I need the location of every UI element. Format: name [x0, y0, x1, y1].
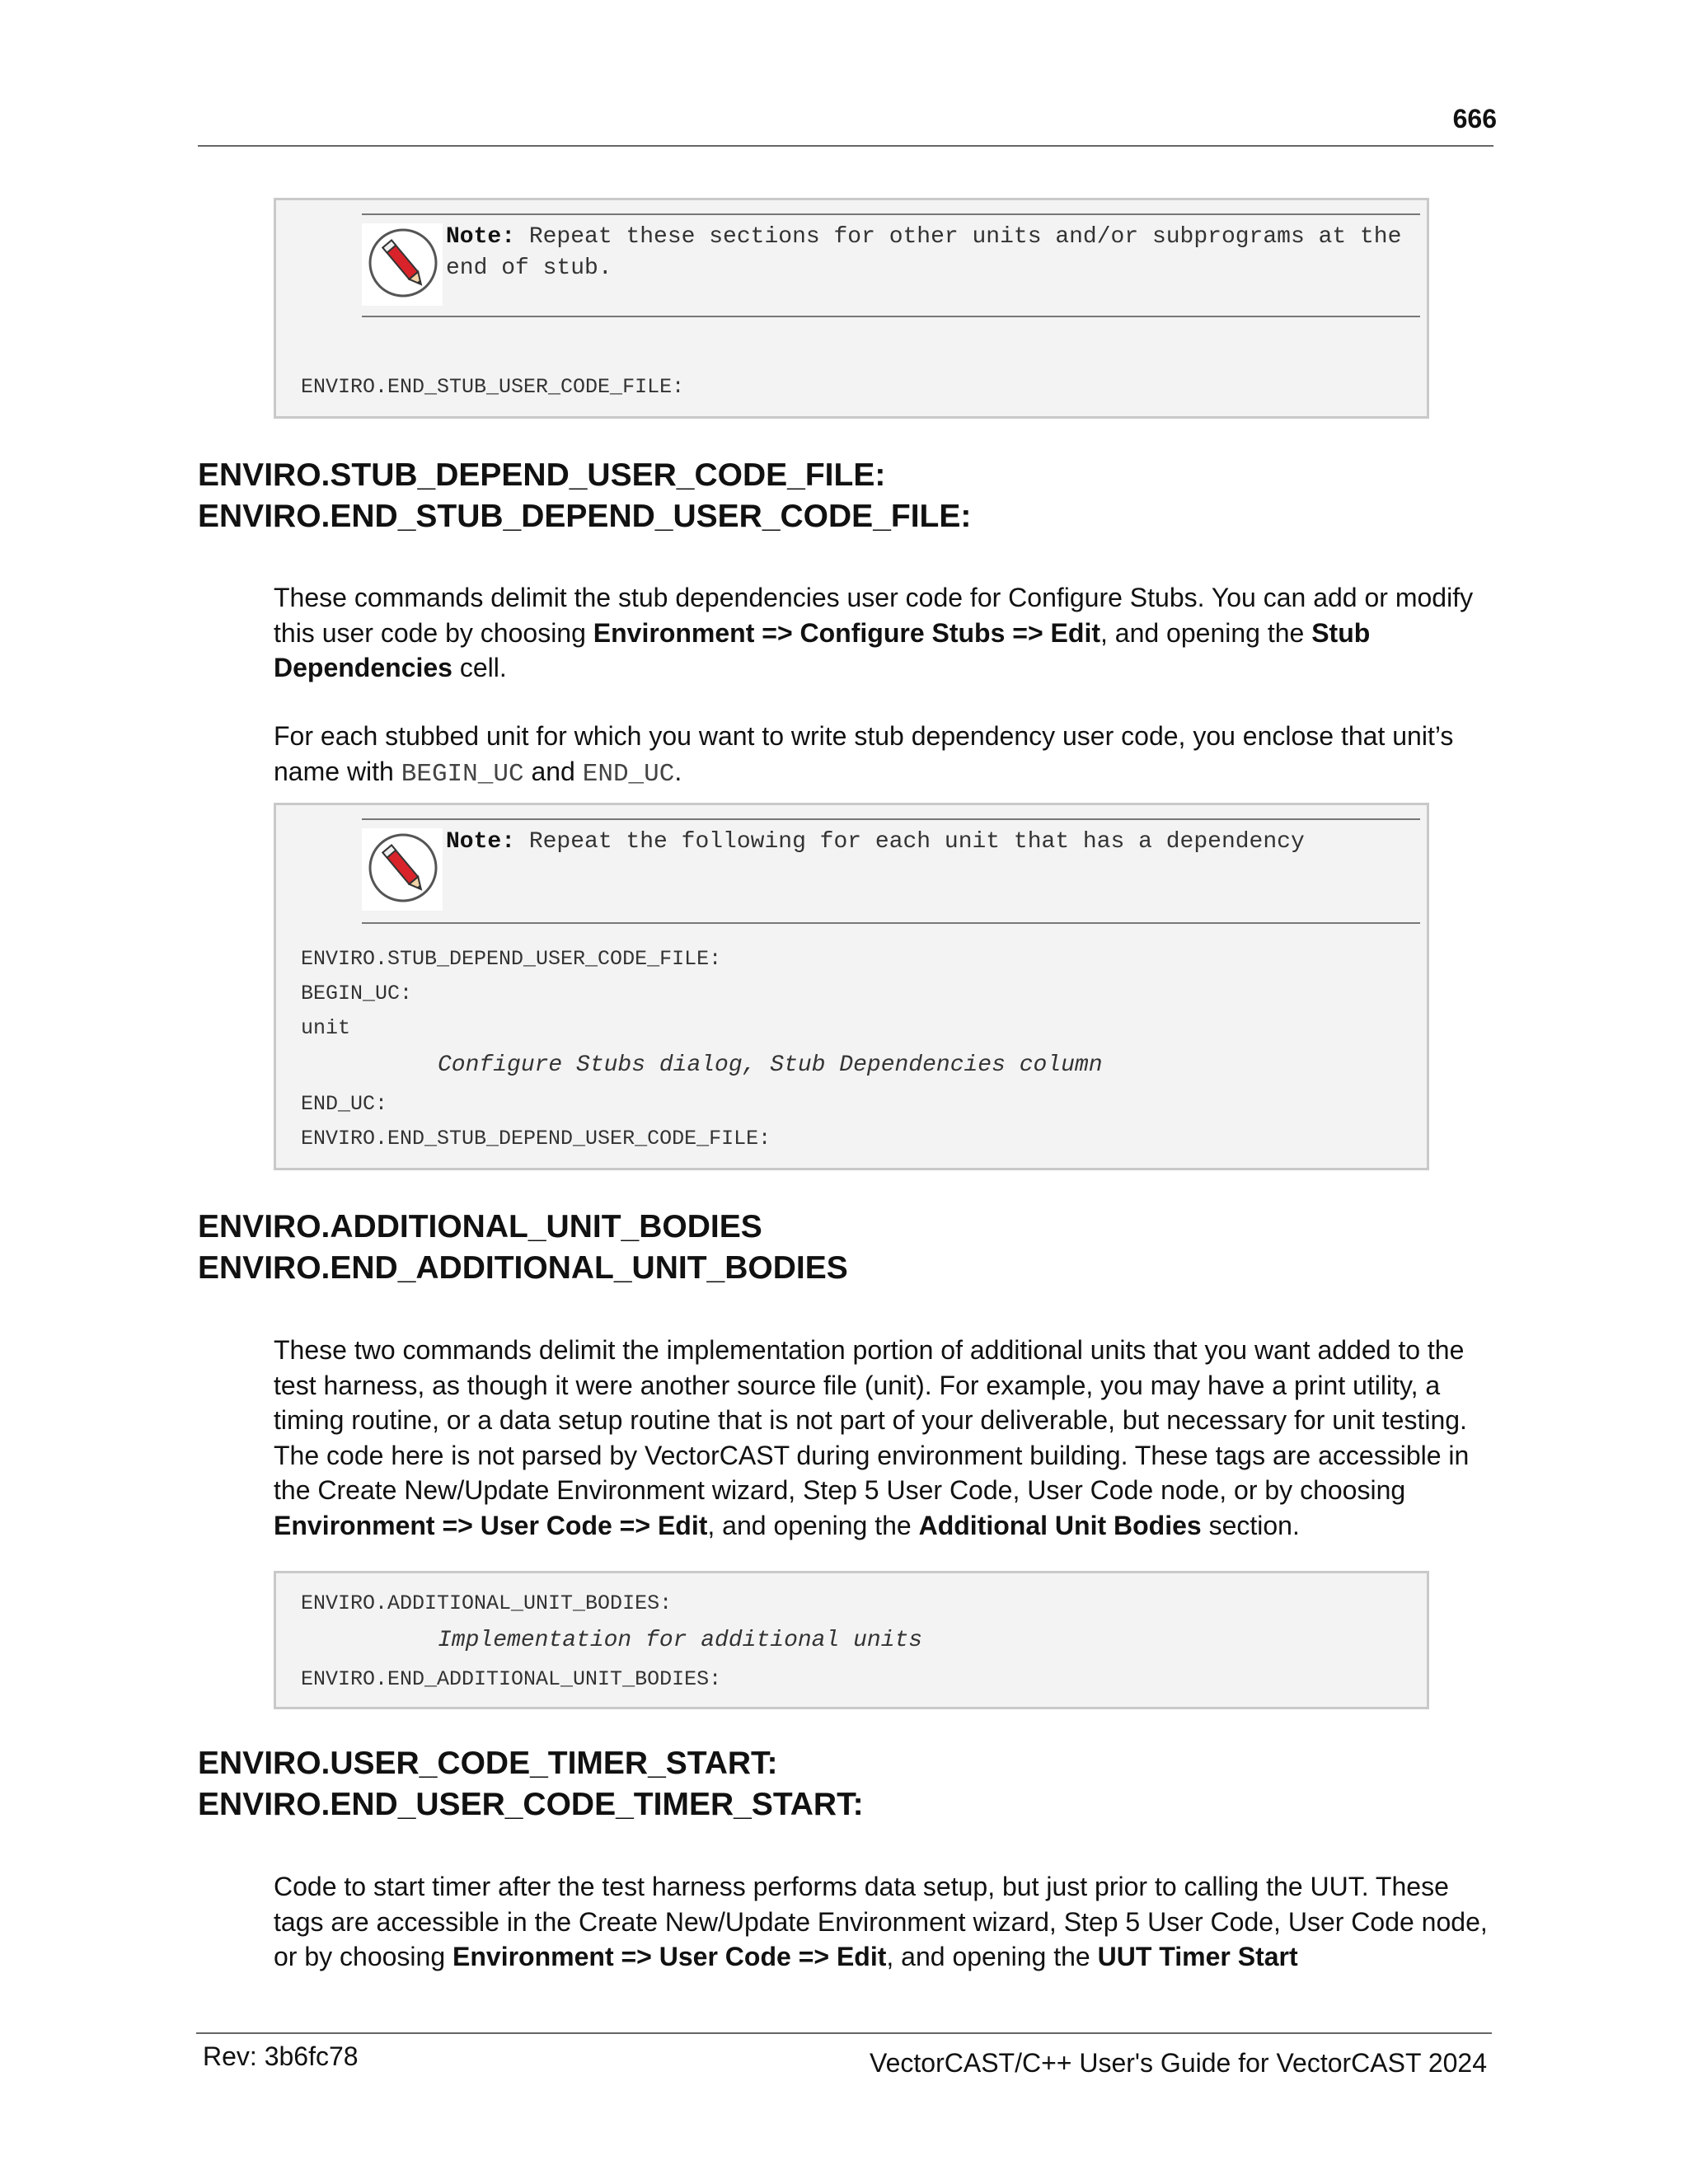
ui-term: Stub Dependencies	[274, 617, 1371, 682]
text-run: .	[674, 756, 682, 786]
note-label: Note:	[446, 224, 516, 250]
code-line: ENVIRO.STUB_DEPEND_USER_CODE_FILE:	[301, 947, 722, 971]
code-line: ENVIRO.ADDITIONAL_UNIT_BODIES:	[301, 1591, 673, 1615]
text-run: These two commands delimit the implementation portion of additional units that you want added to the test harness, as though it were another source file (unit). For example, you may have a print utility, a timing routine, or a data setup routine that is not part of your deliverable, but necessary for unit testing. The code here is not parsed by VectorCAST during environment building. These tags are accessible in the Create New/Update Environment wizard, Step 5 User Code, User Code node, or by choosing	[274, 1335, 1470, 1505]
code-line: BEGIN_UC:	[301, 982, 413, 1005]
code-line: unit	[301, 1016, 351, 1040]
text-run: These commands delimit the stub dependencies user code for Configure Stubs. You can add or modify this user code by choosing	[274, 583, 1474, 648]
text-run: Code to start timer after the test harness performs data setup, but just prior to calling the UUT. These tags are accessible in the Create New/Update Environment wizard, Step 5 User Code, User Code node, or by choosing	[274, 1872, 1488, 1971]
heading-line: ENVIRO.ADDITIONAL_UNIT_BODIES	[198, 1209, 762, 1244]
footer-rule	[196, 2032, 1492, 2034]
section-heading-stub-depend	[198, 455, 971, 537]
text-run: cell.	[452, 653, 507, 682]
note-box-1	[362, 213, 1420, 317]
page-number: 666	[1452, 104, 1497, 134]
text-run: For each stubbed unit for which you want to write stub dependency user code, you enclose that unit’s name with	[274, 721, 1454, 786]
pencil-note-icon	[362, 828, 443, 911]
note-text-2	[446, 827, 1405, 858]
paragraph	[274, 1333, 1492, 1543]
section-heading-timer-start	[198, 1743, 864, 1825]
code-italic-line: Configure Stubs dialog, Stub Dependencies column	[438, 1052, 1103, 1078]
code-italic-line: Implementation for additional units	[438, 1628, 923, 1653]
menu-path: Environment => User Code => Edit	[274, 1510, 708, 1540]
code-box-2	[274, 803, 1429, 1170]
code-line: END_UC:	[301, 1092, 388, 1116]
heading-line: ENVIRO.END_USER_CODE_TIMER_START:	[198, 1787, 864, 1822]
code-box-1	[274, 198, 1429, 419]
menu-path: Environment => User Code => Edit	[452, 1942, 887, 1971]
note-label: Note:	[446, 829, 516, 855]
code-line: ENVIRO.END_STUB_USER_CODE_FILE:	[301, 375, 685, 399]
heading-line: ENVIRO.USER_CODE_TIMER_START:	[198, 1746, 778, 1781]
paragraph	[274, 580, 1492, 686]
text-run: , and opening the	[707, 1510, 919, 1540]
ui-term: UUT Timer Start	[1097, 1942, 1298, 1971]
code-box-3	[274, 1571, 1429, 1709]
footer-revision: Rev: 3b6fc78	[203, 2041, 359, 2071]
paragraph	[274, 719, 1492, 792]
heading-line: ENVIRO.END_ADDITIONAL_UNIT_BODIES	[198, 1250, 848, 1286]
note-body: Repeat the following for each unit that has a dependency	[515, 829, 1305, 855]
menu-path: Environment => Configure Stubs => Edit	[593, 617, 1100, 648]
heading-line: ENVIRO.STUB_DEPEND_USER_CODE_FILE:	[198, 457, 886, 493]
inline-code: END_UC	[582, 759, 675, 789]
paragraph	[274, 1869, 1492, 1975]
text-run: and	[523, 756, 583, 786]
pencil-note-icon	[362, 223, 443, 306]
ui-term: Additional Unit Bodies	[918, 1510, 1202, 1540]
footer-guide-title: VectorCAST/C++ User's Guide for VectorCAST 2024	[870, 2048, 1487, 2078]
text-run: , and opening the	[886, 1942, 1098, 1971]
text-run: , and opening the	[1100, 617, 1312, 648]
note-body: Repeat these sections for other units and/or subprograms at the end of stub.	[446, 224, 1402, 281]
heading-line: ENVIRO.END_STUB_DEPEND_USER_CODE_FILE:	[198, 499, 972, 534]
note-text-1	[446, 222, 1405, 284]
header-rule	[198, 145, 1493, 147]
inline-code: BEGIN_UC	[401, 759, 524, 789]
text-run: section.	[1201, 1510, 1300, 1540]
code-line: ENVIRO.END_STUB_DEPEND_USER_CODE_FILE:	[301, 1127, 771, 1151]
code-line: ENVIRO.END_ADDITIONAL_UNIT_BODIES:	[301, 1667, 722, 1691]
note-box-2	[362, 818, 1420, 924]
section-heading-additional-unit-bodies	[198, 1207, 848, 1289]
